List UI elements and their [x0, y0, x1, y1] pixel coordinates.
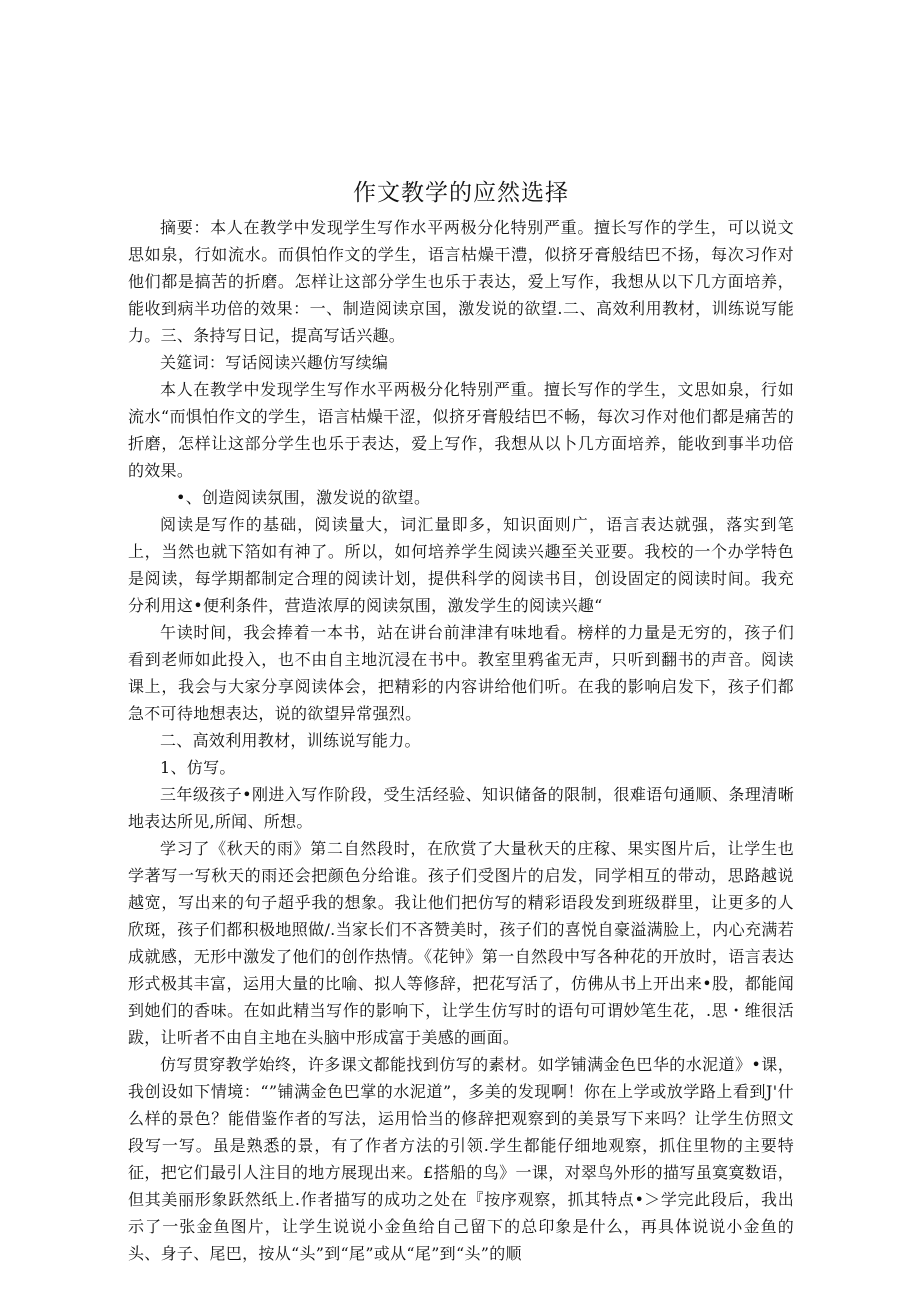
body-paragraph: 午读时间，我会捧着一本书，站在讲台前津津有味地看。榜样的力量是无穷的，孩子们看到老师如此投入，也不由自主地沉浸在书中。教室里鸦雀无声，只听到翻书的声音。阅读课上，我会与大家分享阅读体会，把精彩的内容讲给他们听。在我的影响启发下，孩子们都急不可待地想表达，说的欲望异常强烈。: [128, 623, 794, 723]
document-page: [128, 176, 794, 1267]
section-heading-2: 二、高效利用教材，训练说写能力。: [160, 731, 421, 750]
body-paragraph: 阅读是写作的基础，阅读量大，词汇量即多，知识面则广，语言表达就强，落实到笔上，当然也就下箔如有神了。所以，如何培养学生阅读兴趣至关亚要。我校的一个办学特色是阅读，每学期都制定合理的阅读计划，提供科学的阅读书目，创设固定的阅读时间。我充分利用这•便利条件，营造浓厚的阅读氛围，激发学生的阅读兴趣“: [128, 515, 794, 615]
body-paragraph: 学习了《秋天的雨》第二自然段时，在欣赏了大量秋天的庄稼、果实图片后，让学生也学著写一写秋天的雨还会把颜色分给谁。孩子们受图片的启发，同学相互的带动，思路越说越宽，写出来的句子超乎我的想象。我让他们把仿写的精彩语段发到班级群里，让更多的人欣斑，孩子们都积极地照做/.当家长们不吝赞美时，孩子们的喜悦自豪溢满脸上，内心充满若成就感，无形中激发了他们的创作热情。《花钟》第一自然段中写各种花的开放时，语言表达形式极其丰富，运用大量的比喻、拟人等修辞，把花写活了，仿佛从书上开出来•股，都能闻到她们的香味。在如此精当写作的影响下，让学生仿写时的语句可谓妙笔生花，.思・维很活跋，让听者不由自主地在头脑中形成富于美感的画面。: [128, 839, 794, 1047]
document-title: 作文教学的应然选择: [353, 180, 569, 206]
abstract-paragraph: 摘要：本人在教学中发现学生写作水平两极分化特别严重。擅长写作的学生，可以说文思如泉，行如流水。而俱怕作文的学生，语言枯燥干澧，似挤牙膏般结巴不扬，每次习作对他们都是搞苦的折磨。怎样让这部分学生也乐于表达，爱上写作，我想从以下几方面培养，能收到病半功倍的效果：一、制造阅读京国，激发说的欲望.二、高效利用教材，训练说写能力。三、条持写日记，提高写话兴趣。: [128, 218, 794, 345]
keywords-paragraph: 关筵词：写话阅读兴趣仿写续编: [160, 353, 389, 372]
body-paragraph: 本人在教学中发现学生写作水平两极分化特别严重。擅长写作的学生，文思如泉，行如流水“而惧怕作文的学生，语言枯燥干涩，似挤牙膏般结巴不畅，每次习作对他们都是痛苦的折磨，怎样让这部分学生也乐于表达，爱上写作，我想从以卜几方面培养，能收到事半功倍的效果。: [128, 380, 794, 480]
subsection-heading: 1、仿写。: [160, 758, 236, 777]
body-paragraph: 三年级孩子•刚进入写作阶段，受生活经验、知识储备的限制，很难语句通顺、条理清晰地表达所见,所闻、所想。: [128, 785, 794, 831]
section-heading-1: •、创造阅读氛围，激发说的欲望。: [176, 488, 431, 507]
body-paragraph: 仿写贯穿教学始终，许多课文都能找到仿写的素材。如学铺满金色巴华的水泥道》•课，我创设如下情境：“”铺满金色巴掌的水泥道”，多美的发现啊！你在上学或放学路上看到J'什么样的景色？能借鉴作者的写法，运用恰当的修辞把观察到的美景写下来吗？让学生仿照文段写一写。虽是熟悉的景，有了作者方法的引领.学生都能仔细地观察，抓住里物的主要特征，把它们最引人注目的地方展现出来。£搭船的鸟》一课，对翠鸟外形的描写虽寞寞数语，但其美丽形象跃然纸上.作者描写的成功之处在『按序观察，抓其特点•＞学完此段后，我出示了一张金鱼图片，让学生说说小金鱼给自己留下的总印象是什么，再具体说说小金鱼的头、身子、尾巴，按从“头”到“尾”或从“尾”到“头”的顺: [128, 1055, 794, 1263]
